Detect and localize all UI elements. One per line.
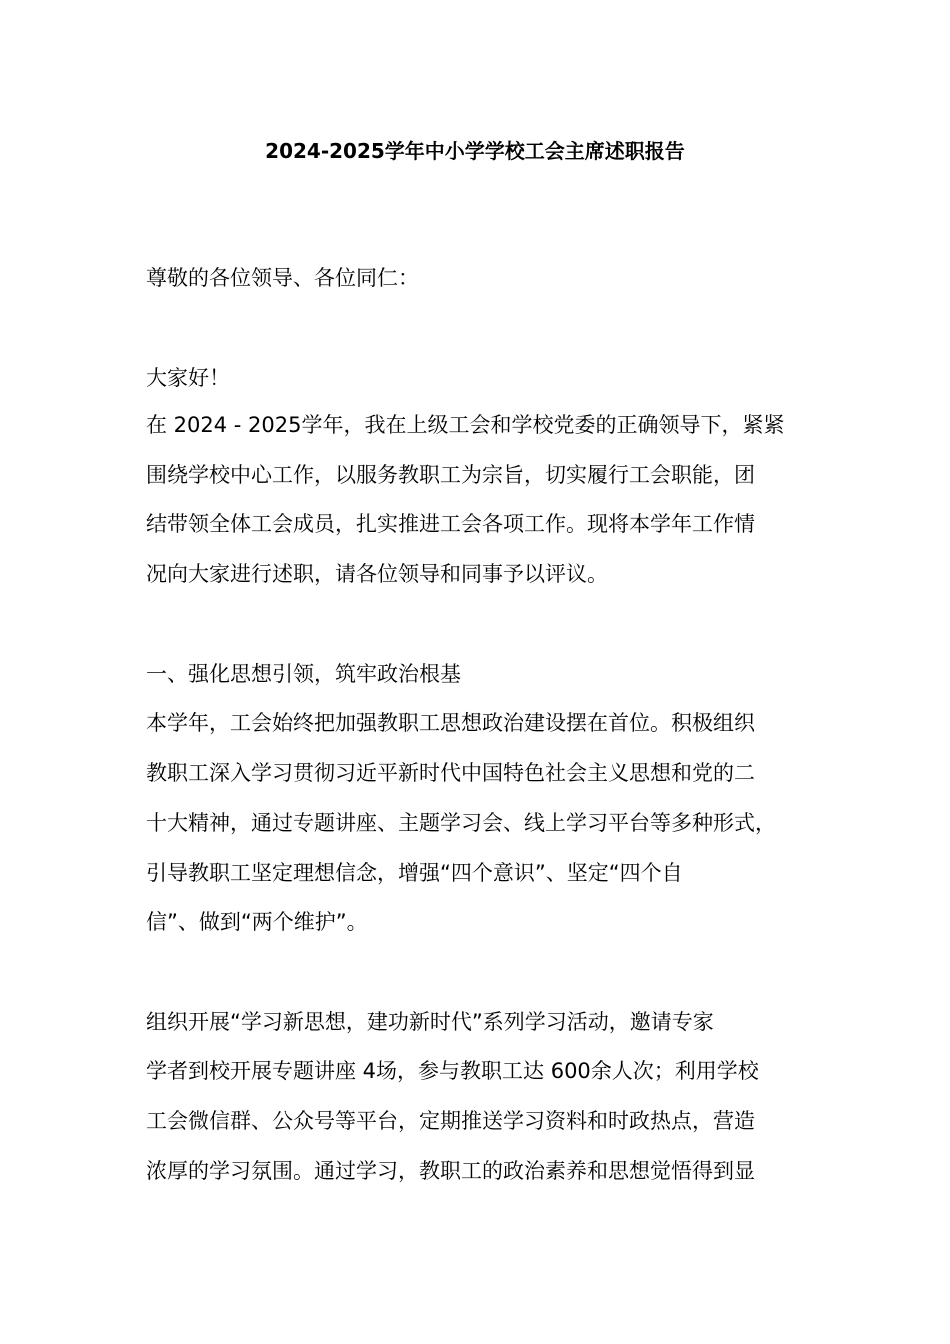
paragraph-line: 引导教职工坚定理想信念，增强“四个意识”、坚定“四个自 bbox=[146, 861, 683, 885]
paragraph-line: 工会微信群、公众号等平台，定期推送学习资料和时政热点，营造 bbox=[146, 1109, 755, 1133]
paragraph-line: 围绕学校中心工作，以服务教职工为宗旨，切实履行工会职能，团 bbox=[146, 463, 755, 487]
paragraph-line: 信”、做到“两个维护”。 bbox=[146, 910, 368, 934]
greeting: 大家好！ bbox=[146, 366, 230, 390]
document-title: 2024-2025学年中小学学校工会主席述职报告 bbox=[265, 139, 685, 163]
salutation: 尊敬的各位领导、各位同仁： bbox=[146, 266, 419, 290]
paragraph-line: 本学年，工会始终把加强教职工思想政治建设摆在首位。积极组织 bbox=[146, 711, 755, 735]
paragraph-line: 况向大家进行述职，请各位领导和同事予以评议。 bbox=[146, 562, 608, 586]
paragraph-line: 组织开展“学习新思想，建功新时代”系列学习活动，邀请专家 bbox=[146, 1010, 714, 1034]
paragraph-line: 结带领全体工会成员，扎实推进工会各项工作。现将本学年工作情 bbox=[146, 512, 755, 536]
paragraph-line: 浓厚的学习氛围。通过学习，教职工的政治素养和思想觉悟得到显 bbox=[146, 1159, 755, 1183]
paragraph-line: 十大精神，通过专题讲座、主题学习会、线上学习平台等多种形式， bbox=[146, 811, 776, 835]
section-heading: 一、强化思想引领，筑牢政治根基 bbox=[146, 662, 461, 686]
paragraph-line: 在 2024 - 2025学年，我在上级工会和学校党委的正确领导下，紧紧 bbox=[146, 413, 785, 437]
paragraph-line: 学者到校开展专题讲座 4场，参与教职工达 600余人次；利用学校 bbox=[146, 1059, 759, 1083]
paragraph-line: 教职工深入学习贯彻习近平新时代中国特色社会主义思想和党的二 bbox=[146, 761, 755, 785]
